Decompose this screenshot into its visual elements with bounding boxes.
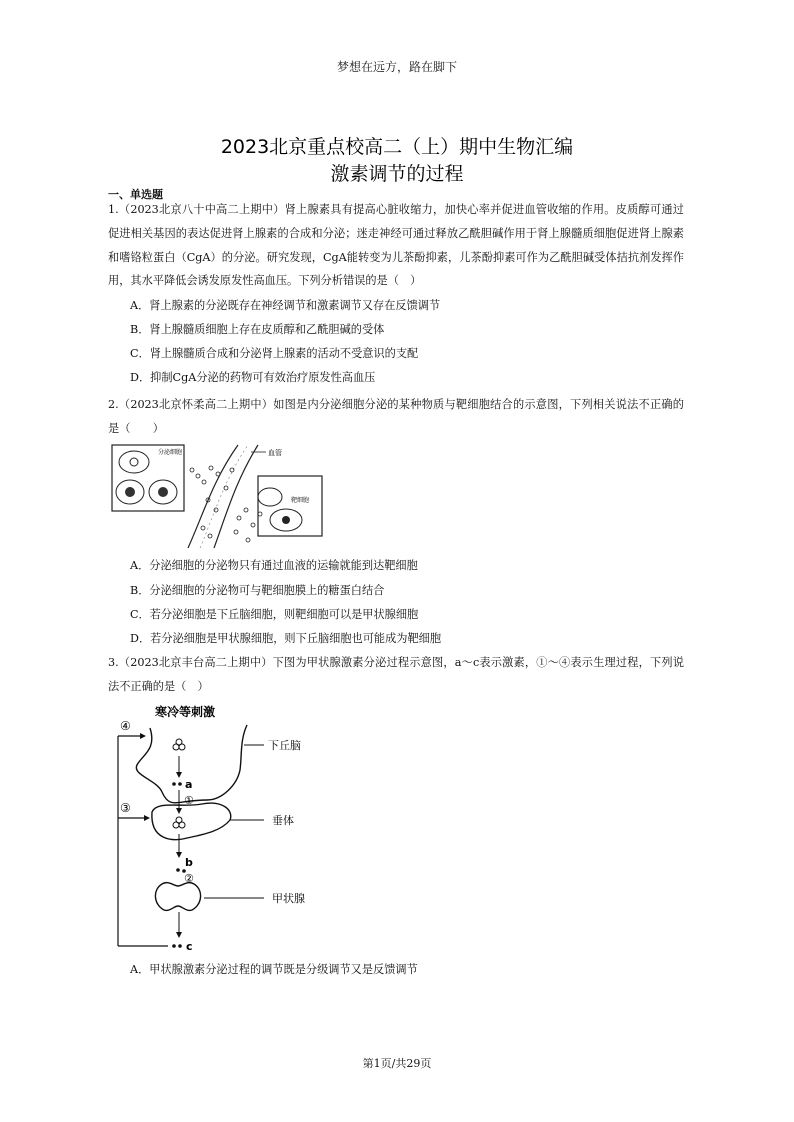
- question-2-option-d: D．若分泌细胞是甲状腺细胞，则下丘脑细胞也可能成为靶细胞: [130, 632, 442, 645]
- question-3-figure: [112, 700, 342, 958]
- question-3-option-a: A．甲状腺激素分泌过程的调节既是分级调节又是反馈调节: [130, 963, 418, 976]
- stimulus-label: 寒冷等刺激: [155, 705, 216, 719]
- thyroid-outline: [155, 883, 200, 911]
- secreted-molecules: [190, 466, 262, 542]
- document-title: 2023北京重点校高二（上）期中生物汇编: [220, 136, 574, 158]
- section-heading: 一、单选题: [108, 188, 163, 201]
- question-2-figure: [108, 440, 328, 552]
- hypothalamus-outline: [136, 725, 247, 803]
- question-3-stem: 3.（2023北京丰台高二上期中）下图为甲状腺激素分泌过程示意图，a～c表示激素，①～④表示生理过程，下列说法不正确的是（ ）: [108, 656, 684, 693]
- question-1-option-d: D．抑制CgA分泌的药物可有效治疗原发性高血压: [130, 371, 376, 384]
- question-1-option-b: B．肾上腺髓质细胞上存在皮质醇和乙酰胆碱的受体: [130, 323, 385, 336]
- hormone-c-label: c: [186, 940, 193, 953]
- process-2-label: ②: [184, 872, 194, 885]
- question-1-option-c: C．肾上腺髓质合成和分泌肾上腺素的活动不受意识的支配: [130, 347, 419, 360]
- process-3-label: ③: [120, 801, 131, 815]
- question-2-option-b: B．分泌细胞的分泌物可与靶细胞膜上的糖蛋白结合: [130, 584, 385, 597]
- hormone-b-label: b: [185, 856, 193, 869]
- process-4-label: ④: [120, 719, 131, 733]
- process-1-label: ①: [184, 794, 194, 807]
- question-1-stem: 1.（2023北京八十中高二上期中）肾上腺素具有提高心脏收缩力，加快心率并促进血管收缩的作用。皮质醇可通过促进相关基因的表达促进肾上腺素的合成和分泌；迷走神经可通过释放乙酰胆碱作用于肾上腺髓质细胞促进肾上腺素和嗜铬粒蛋白（CgA）的分泌。研究发现，CgA能转变为儿茶酚抑素，儿茶酚抑素可作为乙酰胆碱受体拮抗剂发挥作用，其水平降低会诱发原发性高血压。下列分析错误的是（ ）: [108, 203, 684, 288]
- hormone-a-label: a: [185, 778, 193, 791]
- target-cell-label: 靶细胞: [291, 497, 310, 504]
- secretory-cell-label: 分泌细胞: [158, 449, 183, 456]
- page-header-motto: 梦想在远方，路在脚下: [336, 60, 457, 74]
- question-2-stem: 2.（2023北京怀柔高二上期中）如图是内分泌细胞分泌的某种物质与靶细胞结合的示意图，下列相关说法不正确的是（ ）: [108, 398, 684, 435]
- thyroid-label: 甲状腺: [272, 892, 305, 905]
- vessel-label: 血管: [268, 449, 282, 457]
- hypothalamus-label: 下丘脑: [268, 739, 301, 752]
- page-number: 第1页/共29页: [362, 1057, 432, 1070]
- question-1-option-a: A．肾上腺素的分泌既存在神经调节和激素调节又存在反馈调节: [130, 299, 441, 312]
- question-2-option-a: A．分泌细胞的分泌物只有通过血液的运输就能到达靶细胞: [130, 559, 418, 572]
- document-subtitle: 激素调节的过程: [330, 163, 464, 185]
- pituitary-outline: [152, 803, 231, 839]
- question-2-option-c: C．若分泌细胞是下丘脑细胞，则靶细胞可以是甲状腺细胞: [130, 608, 419, 621]
- pituitary-label: 垂体: [272, 814, 294, 827]
